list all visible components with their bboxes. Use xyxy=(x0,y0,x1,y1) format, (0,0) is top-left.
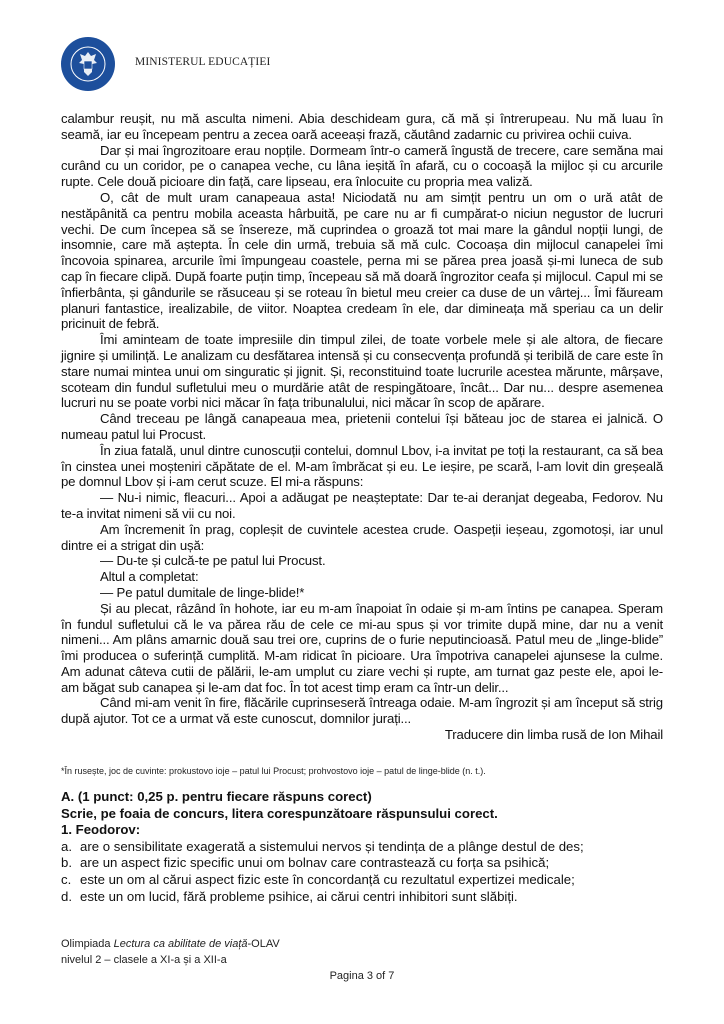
footer-text: -OLAV xyxy=(247,938,280,950)
option-b xyxy=(61,855,663,872)
option-letter: d. xyxy=(61,888,72,904)
paragraph: Când treceau pe lângă canapeaua mea, prietenii contelui își băteau joc de starea ei jalnică. O numeau patul lui Procust. xyxy=(61,411,663,442)
paragraph: calambur reușit, nu mă asculta nimeni. Abia deschideam gura, că mă și întrerupeau. Nu mă luau în seamă, iar eu începeam pentru a zecea oară aceeași frază, căutând zadarnic cu privirea ochii cuiva. xyxy=(61,111,663,142)
option-text: este un om lucid, fără probleme psihice, ai cărui centri inhibitori sunt slăbiți. xyxy=(80,888,518,904)
question-title: 1. Feodorov: xyxy=(61,822,141,838)
paragraph: — Pe patul dumitale de linge-blide!* xyxy=(100,584,305,600)
footnote: *În rusește, joc de cuvinte: prokustovo ioje – patul lui Procust; prohvostovo ioje – patul de linge-blide (n. t.). xyxy=(61,766,486,776)
story-text xyxy=(61,111,663,743)
option-c xyxy=(61,872,663,889)
paragraph: O, cât de mult uram canapeaua asta! Niciodată nu am simțit pentru un om o ură atât de nestăpânită ca pentru mobila aceasta hârbuită, pe care nu ar fi cumpărat-o niciun negustor de lucruri vechi. De cum începea să se însereze, mă cuprindea o groază tot mai mare la gândul nopții lungi, de insomnie, care mă aștepta. În cele din urmă, trebuia să mă culc. Cocoașa din mijlocul canapelei îmi încovoia spinarea, arcurile îmi împungeau coastele, perna mi se părea prea joasă și-mi luneca de sub cap în fiecare clipă. După foarte puțin timp, începeau să mă doară îngrozitor ceafa și mijlocul. Capul mi se înfierbânta, și gândurile se răsuceau și se roteau în bietul meu creier ca duse de un vârtej... Îmi făuream planuri fantastice, irealizabile, de viitor. Noaptea credeam în ele, dar dimineața mă speriau ca un delir pricinuit de febră. xyxy=(61,189,663,332)
page-footer xyxy=(61,937,280,968)
page-number: Pagina 3 of 7 xyxy=(329,970,395,982)
option-text: are un aspect fizic specific unui om bolnav care contrastează cu forța sa psihică; xyxy=(80,855,550,871)
paragraph: În ziua fatală, unul dintre cunoscuții contelui, domnul Lbov, i-a invitat pe toți la restaurant, ca să bea în cinstea unei moșteniri căpătate de el. M-am îmbrăcat și eu. Le ieșire, pe scară, l-am lovit din greșeală pe domnul Lbov și i-am cerut scuze. El mi-a răspuns: xyxy=(61,442,663,490)
government-logo xyxy=(60,36,116,92)
task-section xyxy=(61,789,663,905)
option-letter: c. xyxy=(61,871,72,887)
paragraph: Altul a completat: xyxy=(100,569,199,585)
option-d xyxy=(61,889,663,906)
paragraph: Am încremenit în prag, copleșit de cuvintele acestea crude. Oaspeții ieșeau, zgomotoși, iar unul dintre ei a strigat din ușă: xyxy=(61,521,663,553)
task-instruction: Scrie, pe foaia de concurs, litera corespunzătoare răspunsului corect. xyxy=(61,805,498,821)
option-text: este un om al cărui aspect fizic este în concordanță cu rezultatul expertizei medicale; xyxy=(80,871,575,887)
translation-credit: Traducere din limba rusă de Ion Mihail xyxy=(444,727,663,743)
paragraph: — Du-te și culcă-te pe patul lui Procust. xyxy=(100,553,326,569)
paragraph: — Nu-i nimic, fleacuri... Apoi a adăugat pe neașteptate: Dar te-ai deranjat degeaba, Fedorov. Nu te-a invitat nimeni să vii cu noi. xyxy=(61,490,663,521)
paragraph: Dar și mai îngrozitoare erau nopțile. Dormeam într-o cameră îngustă de trecere, care semăna mai curând cu un coridor, pe o canapea veche, cu lâna ieșită în afară, cu o cocoașă la mijloc și cu arcurile rupte. Cele două picioare din față, care lipseau, era înlocuite cu propria mea valiză. xyxy=(61,142,663,190)
task-heading: A. (1 punct: 0,25 p. pentru fiecare răspuns corect) xyxy=(61,789,372,804)
paragraph: Și au plecat, râzând în hohote, iar eu m-am înapoiat în odaie și m-am întins pe canapea. Speram în fundul sufletului că le va părea rău de cele ce mi-au spus și vor trimite după mine, dar nu a venit nimeni... Am plâns amarnic două sau trei ore, cuprins de o furie neputincioasă. Patul meu de „linge-blide” îmi producea o suferință cumplită. M-am ridicat în picioare. Ura împotriva canapelei ajunsese la culme. Am adunat câteva cutii de pălării, le-am umplut cu ziare vechi și rupte, am turnat gaz peste ele, apoi le-am băgat sub canapea și le-am dat foc. În tot acest timp eram ca într-un delir... xyxy=(61,600,663,695)
ministry-name: MINISTERUL EDUCAȚIEI xyxy=(135,56,271,68)
option-letter: a. xyxy=(61,838,72,854)
option-letter: b. xyxy=(61,855,72,871)
footer-italic-title: Lectura ca abilitate de viață xyxy=(113,938,248,950)
footer-text: Olimpiada xyxy=(61,938,114,950)
option-text: are o sensibilitate exagerată a sistemului nervos și tendința de a plânge destul de des; xyxy=(80,838,584,854)
paragraph: Îmi aminteam de toate impresiile din timpul zilei, de toate vorbele mele și ale altora, de fiecare jignire și umilință. Le analizam cu desfătarea intensă și cu consecvența profundă și teribilă de care este în stare numai mintea unui om singuratic și jignit. Și, reconstituind toate lucrurile acestea mărunte, mârșave, scoteam din fundul sufletului meu o murdărie atât de respingătoare, încât... Dar nu... despre asemenea lucruri nu se poate vorbi nici măcar în fața tribunalului, nici măcar în scop de apărare. xyxy=(61,332,663,411)
olympiad-name xyxy=(61,937,280,953)
paragraph: Când mi-am venit în fire, flăcările cuprinseseră întreaga odaie. M-am îngrozit și am început să strig după ajutor. Tot ce a urmat vă este cunoscut, domnilor jurați... xyxy=(61,695,663,727)
option-a xyxy=(61,839,663,856)
level-info: nivelul 2 – clasele a XI-a și a XII-a xyxy=(61,953,227,966)
